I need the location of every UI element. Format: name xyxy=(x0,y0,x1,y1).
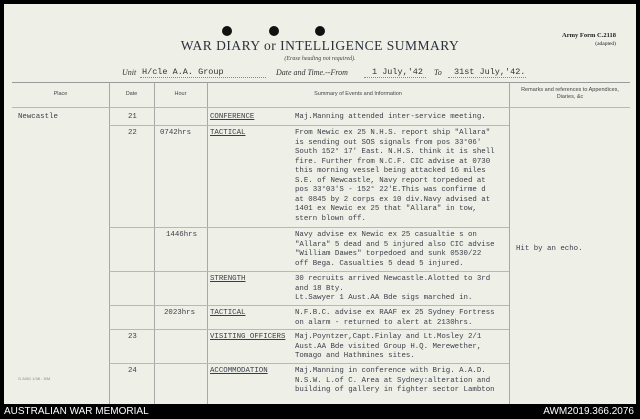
diary-table xyxy=(12,82,630,404)
entry-subject: STRENGTH xyxy=(210,275,246,283)
column-rule xyxy=(509,83,510,404)
army-form-adapted: (adapted) xyxy=(595,41,616,47)
form-title: WAR DIARY or INTELLIGENCE SUMMARY xyxy=(180,38,460,53)
header-rule xyxy=(12,107,630,108)
diary-page xyxy=(4,4,636,404)
army-form-number: Army Form C.2118 xyxy=(562,32,616,39)
entry-text: From Newic ex 25 N.H.S. report ship "Allara" is sending out SOS signals from pos 33°06' South 152° 17' East. N.H.S. think it is shell fire. Further from N.C.F. CIC advise at 0730 this morning vessel being attacked 16 miles S.E. of Newcastle, Navy report torpedoed at pos 33°03'S - 152° 22'E.This was confirme d at 0845 by 2 corps ex 10 div.Navy advised at 1401 ex Newic ex 25 that "Allara" in tow, stern blown off. xyxy=(295,129,495,223)
column-header-remarks: Remarks and references to Appendices, Diaries, &c xyxy=(521,87,619,100)
footer-accession-number: AWM2019.366.2076 xyxy=(543,406,634,417)
entry-date: 24 xyxy=(128,367,137,375)
entry-remarks: Hit by an echo. xyxy=(516,245,583,253)
punch-hole xyxy=(269,26,279,36)
entry-hour: 0742hrs xyxy=(160,129,192,137)
entry-text: Maj.Manning attended inter-service meeting. xyxy=(295,113,486,121)
column-header-date: Date xyxy=(125,91,138,97)
from-underline xyxy=(364,77,426,78)
entry-place: Newcastle xyxy=(18,113,58,121)
entry-text: Maj.Poyntzer,Capt.Finlay and Lt.Mosley 2/1 Aust.AA Bde visited Group H.Q. Merewether, Tomago and Hathmines sites. xyxy=(295,333,482,360)
entry-date: 22 xyxy=(128,129,137,137)
entry-text: Maj.Manning in conference with Brig. A.A.D. N.S.W. L.of C. Area at Sydney:alteration and building of gallery in fighter sector Lambton xyxy=(295,367,495,394)
date-from-value: 1 July,'42 xyxy=(372,67,424,77)
to-label: To xyxy=(434,68,442,77)
print-stamp: G.3451 1/38 - 5/M xyxy=(18,376,51,381)
entry-subject: TACTICAL xyxy=(210,309,246,317)
entry-text: 30 recruits arrived Newcastle.Alotted to 3rd and 18 Bty. Lt.Sawyer 1 Aust.AA Bde sigs marched in. xyxy=(295,275,491,302)
entry-rule xyxy=(109,329,509,330)
entry-subject: ACCOMMODATION xyxy=(210,367,268,375)
entry-rule xyxy=(109,227,509,228)
archive-footer xyxy=(0,404,640,419)
unit-value: H/cle A.A. Group xyxy=(142,67,224,77)
entry-rule xyxy=(109,125,509,126)
column-rule xyxy=(109,83,110,404)
entry-rule xyxy=(109,271,509,272)
entry-text: N.F.B.C. advise ex RAAF ex 25 Sydney Fortress on alarm - returned to alert at 2130hrs. xyxy=(295,309,495,327)
entry-subject: CONFERENCE xyxy=(210,113,255,121)
unit-underline xyxy=(140,77,266,78)
date-to-value: 31st July,'42. xyxy=(454,67,526,77)
unit-label: Unit xyxy=(122,68,137,77)
punch-hole xyxy=(222,26,232,36)
entry-rule xyxy=(109,363,509,364)
entry-subject: TACTICAL xyxy=(210,129,246,137)
column-header-summary: Summary of Events and Information xyxy=(314,91,402,97)
column-header-hour: Hour xyxy=(174,91,187,97)
footer-institution: AUSTRALIAN WAR MEMORIAL xyxy=(4,406,149,417)
entry-date: 23 xyxy=(128,333,137,341)
entry-hour: 2023hrs xyxy=(164,309,196,317)
column-rule xyxy=(207,83,208,404)
date-label: Date and Time.--From xyxy=(276,68,348,77)
entry-text: Navy advise ex Newic ex 25 casualtie s on "Allara" 5 dead and 5 injured also CIC advise "William Dawes" torpedoed and sunk 0530/22 off Bega. Casualties 5 dead 5 injured. xyxy=(295,231,495,268)
punch-hole xyxy=(315,26,325,36)
entry-hour: 1446hrs xyxy=(166,231,198,239)
entry-subject: VISITING OFFICERS xyxy=(210,333,286,341)
entry-rule xyxy=(109,305,509,306)
column-header-place: Place xyxy=(53,91,68,97)
to-underline xyxy=(448,77,526,78)
form-subtitle: (Erase heading not required). xyxy=(284,56,356,62)
column-rule xyxy=(154,83,155,404)
entry-date: 21 xyxy=(128,113,137,121)
